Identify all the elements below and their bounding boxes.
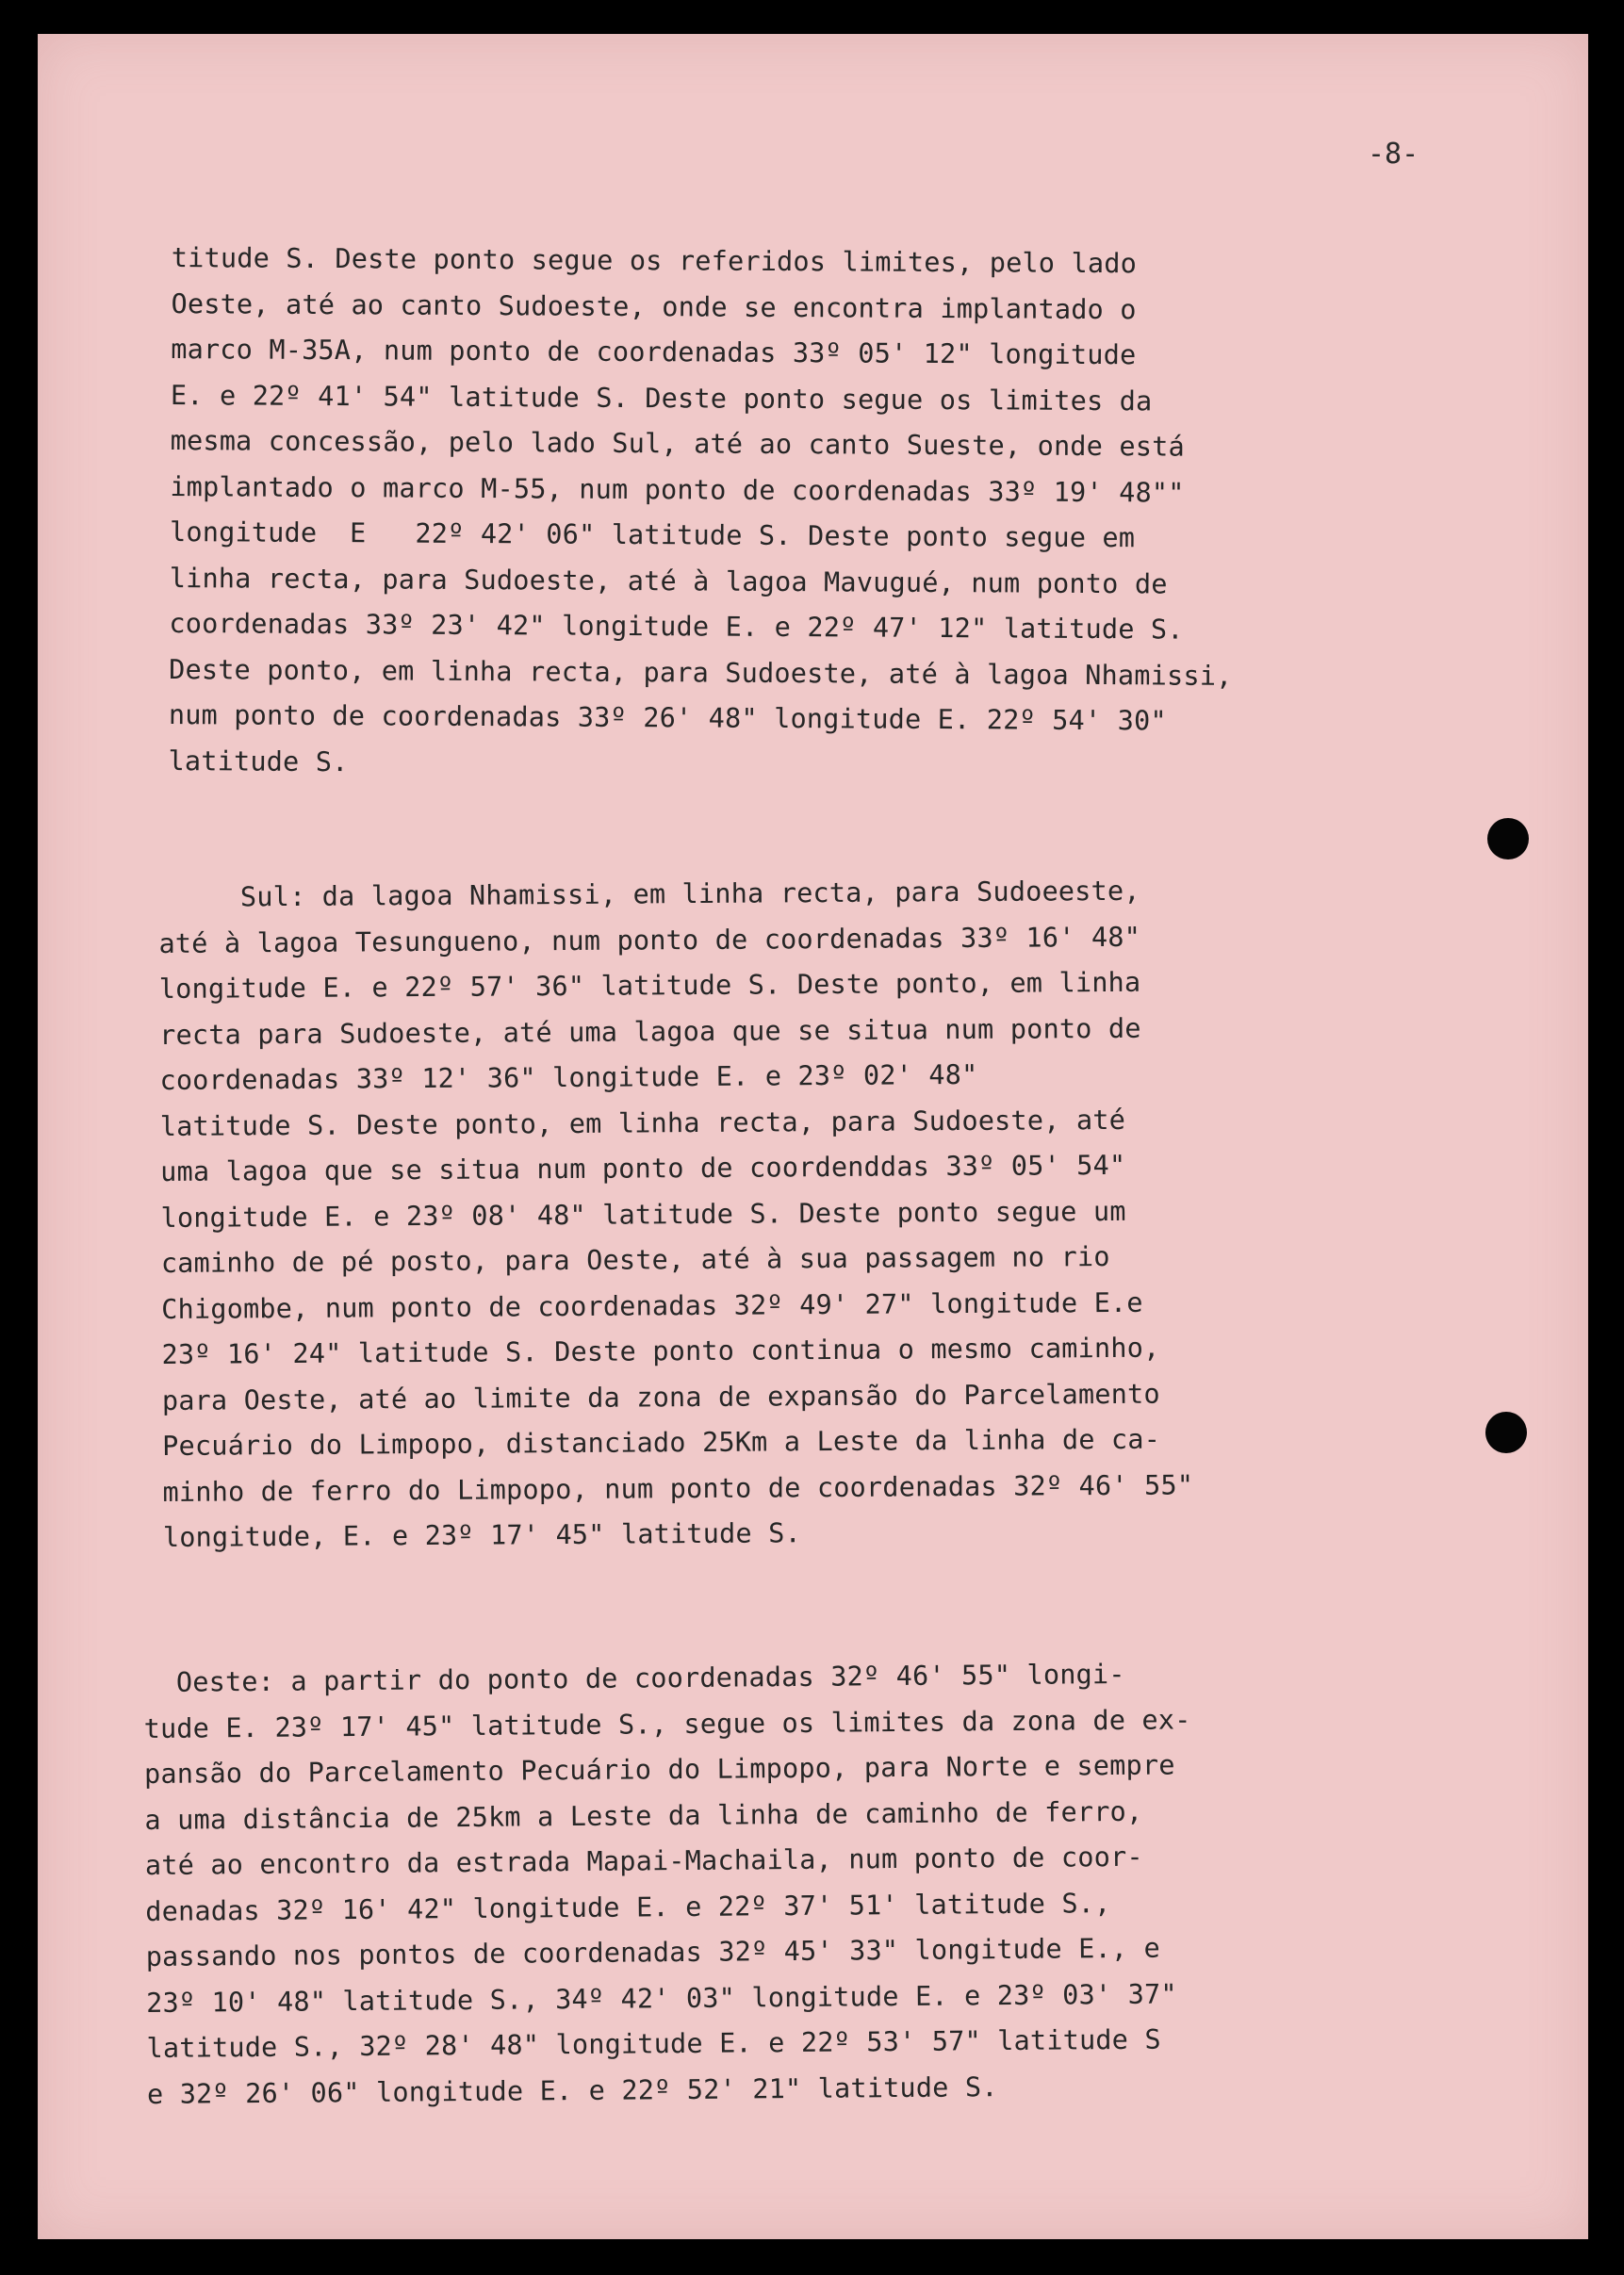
text-line: e 32º 26' 06" longitude E. e 22º 52' 21" latitude S. xyxy=(146,2070,998,2110)
punch-hole xyxy=(1487,818,1529,859)
text-line: 23º 10' 48" latitude S., 34º 42' 03" longitude E. e 23º 03' 37" xyxy=(146,1977,1177,2019)
text-line: longitude E 22º 42' 06" latitude S. Deste ponto segue em xyxy=(169,516,1136,554)
text-line: tude E. 23º 17' 45" latitude S., segue os limites da zona de ex- xyxy=(143,1703,1191,1744)
text-line: Pecuário do Limpopo, distanciado 25Km a Leste da linha de ca- xyxy=(162,1423,1161,1462)
text-line: até ao encontro da estrada Mapai-Machaila, num ponto de coor- xyxy=(144,1841,1143,1881)
paragraph-south xyxy=(158,867,1407,1562)
text-line: pansão do Parcelamento Pecuário do Limpopo, para Norte e sempre xyxy=(143,1749,1175,1790)
text-line: latitude S., 32º 28' 48" longitude E. e 22º 53' 57" latitude S xyxy=(146,2023,1161,2064)
text-line: denadas 32º 16' 42" longitude E. e 22º 37' 51' latitude S., xyxy=(145,1887,1111,1927)
text-line: implantado o marco M-55, num ponto de coordenadas 33º 19' 48"" xyxy=(170,470,1185,509)
text-line: latitude S. Deste ponto, em linha recta, para Sudoeste, até xyxy=(159,1104,1126,1142)
text-line: a uma distância de 25km a Leste da linha de caminho de ferro, xyxy=(144,1795,1143,1836)
page-number: -8- xyxy=(1368,138,1419,171)
text-line: marco M-35A, num ponto de coordenadas 33º 05' 12" longitude xyxy=(171,333,1137,371)
text-line: passando nos pontos de coordenadas 32º 45' 33" longitude E., e xyxy=(145,1932,1161,1972)
paragraph-west xyxy=(143,1649,1391,2118)
text-line: até à lagoa Tesungueno, num ponto de coordenadas 33º 16' 48" xyxy=(158,921,1141,959)
text-line: latitude S. xyxy=(168,745,349,777)
text-line: coordenadas 33º 12' 36" longitude E. e 23º 02' 48" xyxy=(159,1058,978,1096)
text-line: titude S. Deste ponto segue os referidos limites, pelo lado xyxy=(171,241,1138,280)
text-line: linha recta, para Sudoeste, até à lagoa Mavugué, num ponto de xyxy=(169,562,1168,599)
text-line: caminho de pé posto, para Oeste, até à sua passagem no rio xyxy=(160,1240,1110,1279)
punch-hole xyxy=(1485,1412,1527,1453)
text-line: para Oeste, até ao limite da zona de expansão do Parcelamento xyxy=(161,1378,1160,1416)
text-line: Oeste: a partir do ponto de coordenadas 32º 46' 55" longi- xyxy=(143,1658,1125,1698)
text-line: longitude, E. e 23º 17' 45" latitude S. xyxy=(162,1517,801,1553)
text-line: recta para Sudoeste, até uma lagoa que se situa num ponto de xyxy=(159,1012,1141,1051)
document-page xyxy=(38,34,1588,2239)
text-line: 23º 16' 24" latitude S. Deste ponto continua o mesmo caminho, xyxy=(161,1332,1160,1370)
text-line: longitude E. e 23º 08' 48" latitude S. Deste ponto segue um xyxy=(160,1195,1126,1234)
text-line: Oeste, até ao canto Sudoeste, onde se encontra implantado o xyxy=(171,287,1137,325)
text-line: uma lagoa que se situa num ponto de coordenddas 33º 05' 54" xyxy=(160,1149,1126,1187)
text-line: num ponto de coordenadas 33º 26' 48" longitude E. 22º 54' 30" xyxy=(168,698,1167,737)
text-line: Sul: da lagoa Nhamissi, em linha recta, para Sudoeeste, xyxy=(158,875,1140,913)
text-line: Chigombe, num ponto de coordenadas 32º 49' 27" longitude E.e xyxy=(161,1286,1143,1325)
text-line: coordenadas 33º 23' 42" longitude E. e 22º 47' 12" latitude S. xyxy=(169,607,1184,646)
text-line: minho de ferro do Limpopo, num ponto de coordenadas 32º 46' 55" xyxy=(162,1468,1194,1508)
text-line: E. e 22º 41' 54" latitude S. Deste ponto segue os limites da xyxy=(170,379,1153,417)
text-line: mesma concessão, pelo lado Sul, até ao canto Sueste, onde está xyxy=(170,424,1185,463)
paragraph-north-east xyxy=(168,236,1416,792)
text-line: Deste ponto, em linha recta, para Sudoeste, até à lagoa Nhamissi, xyxy=(169,653,1233,692)
text-line: longitude E. e 22º 57' 36" latitude S. Deste ponto, em linha xyxy=(158,966,1141,1005)
